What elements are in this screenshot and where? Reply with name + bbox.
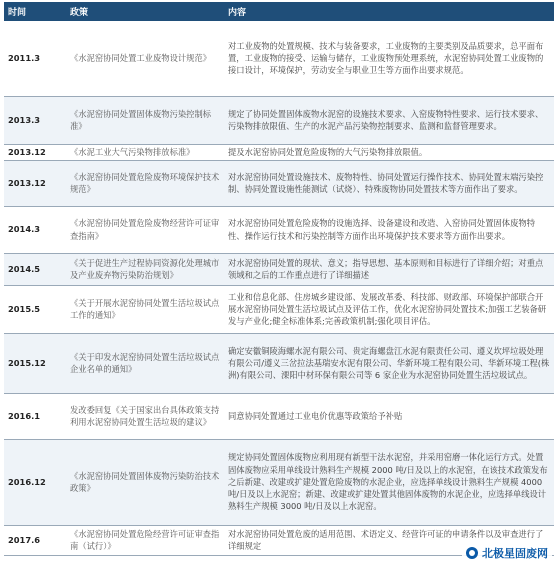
header-policy: 政策 [66,2,224,21]
table-row [4,285,554,333]
table-row [4,96,554,144]
table-header [4,2,554,21]
row-content: 规定了协同处置固体废物水泥窑的设施技术要求、入窑废物特性要求、运行技术要求、污染物排放限值、生产的水泥产品污染物控制要求、监测和监督管理要求。 [224,96,554,144]
table-row [4,21,554,96]
row-policy: 发改委回复《关于国家出台具体政策支持利用水泥窑协同处置生活垃圾的建议》 [66,393,224,439]
row-time: 2016.1 [4,393,66,439]
row-policy: 《关于印发水泥窑协同处置生活垃圾试点企业名单的通知》 [66,333,224,393]
table-row [4,253,554,285]
row-time: 2013.3 [4,96,66,144]
row-time: 2013.12 [4,144,66,160]
table-row [4,393,554,439]
row-time: 2013.12 [4,160,66,206]
row-content: 对水泥窑协同处置设施技术、废物特性、协同处置运行操作技术、协同处置末端污染控制、协同处置设施性能测试（试烧）、特殊废物协同处置技术等方面作出了要求。 [224,160,554,206]
row-policy: 《水泥窑协同处置危险经营许可证审查指南（试行）》 [66,525,224,555]
row-content: 规定协同处置固体废物应利用现有新型干法水泥窑，并采用窑磨一体化运行方式。处置固体废物应采用单线设计熟料生产规模 2000 吨/日及以上的水泥窑，在该技术政策发布之后新建、改建或扩建处置危险废物的水泥企业，应选择单线设计熟料生产规模 4000 吨/日及以上水泥窑；新建、改建或扩建处置其他固体废物的水泥企业，应选择单线设计熟料生产规模 3000 吨/日及以上水泥窑。 [224,439,554,525]
row-content: 对工业废物的处置规模、技术与装备要求，工业废物的主要类别及品质要求，总平面布置，工业废物的接受、运输与储存，工业废物预处理系统，水泥窑协同处置工业废物的接口设计，环境保护，劳动安全与职业卫生等方面作出要求规范。 [224,21,554,96]
table-row [4,144,554,160]
row-policy: 《关于开展水泥窑协同处置生活垃圾试点工作的通知》 [66,285,224,333]
row-content: 工业和信息化部、住房城乡建设部、发展改革委、科技部、财政部、环境保护部联合开展水泥窑协同处置生活垃圾试点及评估工作，优化水泥窑协同处置技术;加强工艺装备研发与产业化;健全标准体系;完善政策机制;强化项目评估。 [224,285,554,333]
row-policy: 《水泥窑协同处置固体废物污染防治技术政策》 [66,439,224,525]
row-time: 2014.3 [4,206,66,253]
row-time: 2015.12 [4,333,66,393]
table-row [4,206,554,253]
table-row [4,160,554,206]
logo-icon [466,547,478,559]
row-policy: 《关于促进生产过程协同资源化处理城市及产业废弃物污染防治规划》 [66,253,224,285]
table-row [4,333,554,393]
row-content: 对水泥窑协同处置危废的适用范围、术语定义、经营许可证的申请条件以及审查进行了详细规定 [224,525,554,555]
table-row [4,439,554,525]
row-time: 2014.5 [4,253,66,285]
row-content: 对水泥窑协同处置的现状、意义；指导思想、基本原则和目标进行了详细介绍；对重点领域和之后的工作重点进行了详细描述 [224,253,554,285]
row-content: 同意协同处置通过工业电价优惠等政策给予补贴 [224,393,554,439]
row-time: 2017.6 [4,525,66,555]
row-time: 2016.12 [4,439,66,525]
row-policy: 《水泥窑协同处置危险废物环境保护技术规范》 [66,160,224,206]
header-time: 时间 [4,2,66,21]
watermark [462,544,552,562]
row-content: 对水泥窑协同处置危险废物的设施选择、设备建设和改造、入窑协同处置固体废物特性、操作运行技术和污染控制等方面作出环境保护技术要求等方面作出要求。 [224,206,554,253]
row-policy: 《水泥窑协同处置固体废物污染控制标准》 [66,96,224,144]
row-policy: 《水泥窑协同处置工业废物设计规范》 [66,21,224,96]
row-content: 提及水泥窑协同处置危险废物的大气污染物排放限值。 [224,144,554,160]
table-body [4,21,554,555]
policy-table [4,2,554,556]
row-content: 确定安徽铜陵海螺水泥有限公司、贵定海螺盘江水泥有限责任公司、遵义坎坪垃圾处理有限公司/遵义三岔拉法基瑞安水泥有限公司、华新环境工程有限公司、华新环境工程(株洲)有限公司、溧阳中材环保有限公司等 6 家企业为水泥窑协同处置生活垃圾试点。 [224,333,554,393]
row-policy: 《水泥窑协同处置危险废物经营许可证审查指南》 [66,206,224,253]
row-time: 2011.3 [4,21,66,96]
row-time: 2015.5 [4,285,66,333]
header-content: 内容 [224,2,554,21]
row-policy: 《水泥工业大气污染物排放标准》 [66,144,224,160]
watermark-text: 北极星固废网 [482,547,548,560]
